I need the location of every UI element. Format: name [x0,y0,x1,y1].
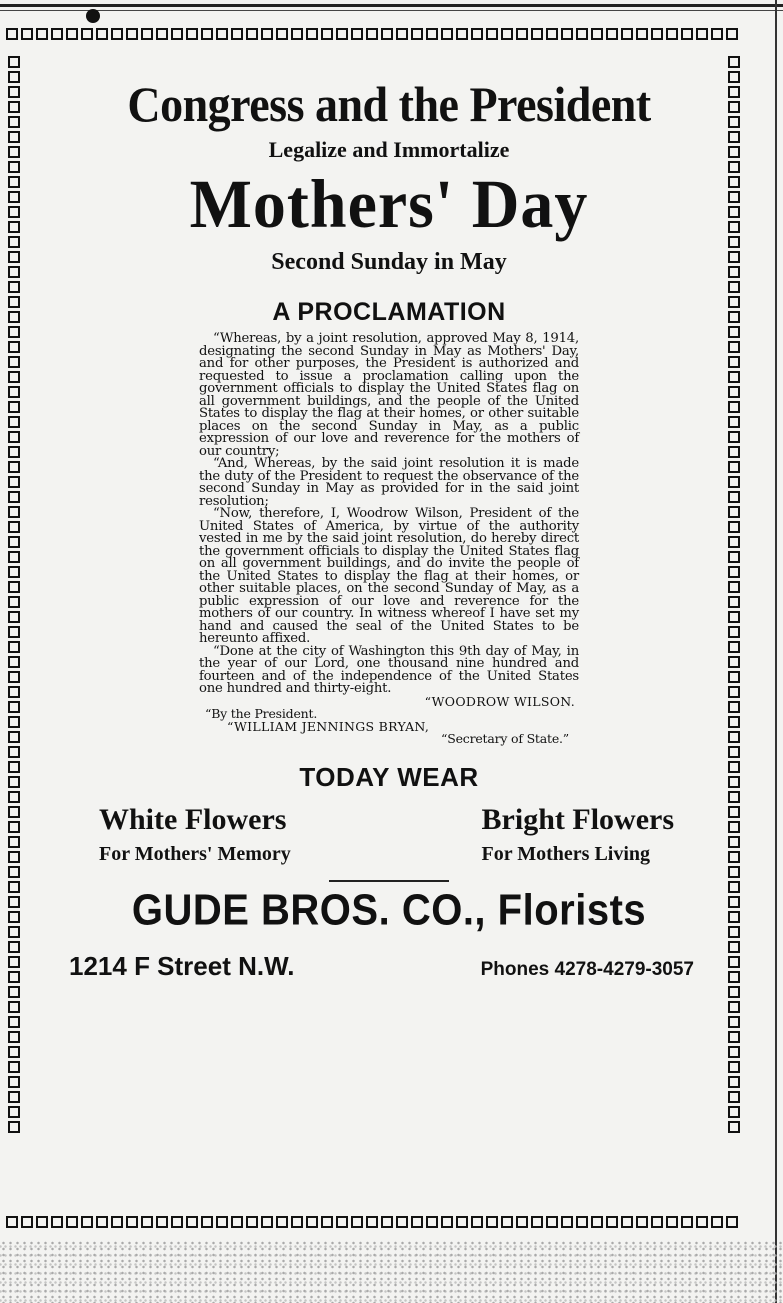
border-square [8,881,20,893]
border-square [366,28,378,40]
subheadline: Legalize and Immortalize [268,137,510,162]
bright-flowers-heading: Bright Flowers [481,802,674,836]
white-flowers-sub: For Mothers' Memory [99,842,291,865]
border-square [141,28,153,40]
border-square [8,776,20,788]
border-square [336,1216,348,1228]
border-square [471,1216,483,1228]
border-square [516,1216,528,1228]
border-square [651,1216,663,1228]
border-square [96,1216,108,1228]
border-square [8,746,20,758]
divider [329,880,449,882]
border-square [336,28,348,40]
border-square [636,1216,648,1228]
border-square [621,1216,633,1228]
border-square [8,896,20,908]
border-square [8,806,20,818]
border-square [126,28,138,40]
border-square [396,1216,408,1228]
border-square [426,28,438,40]
border-square [696,28,708,40]
border-square [81,28,93,40]
border-square [81,1216,93,1228]
border-square [8,956,20,968]
border-square [8,1076,20,1088]
bright-flowers-sub: For Mothers Living [481,842,651,865]
border-square [8,671,20,683]
border-square [441,28,453,40]
border-square [411,28,423,40]
border-square [8,1031,20,1043]
border-square [8,911,20,923]
border-square [8,401,20,413]
border-square [546,28,558,40]
border-square [8,1001,20,1013]
top-rule-thin [0,10,783,11]
border-square [141,1216,153,1228]
secretary-name: “WILLIAM JENNINGS BRYAN, [227,718,430,734]
border-square [8,521,20,533]
border-square [6,1216,18,1228]
proclamation-body [199,333,579,746]
proclamation-paragraph: “And, Whereas, by the said joint resolution it is made the duty of the President to request the observance of the second Sunday in May as provided for in the said joint resolution; [199,456,579,509]
border-square [351,28,363,40]
border-square [276,1216,288,1228]
border-square [321,28,333,40]
border-square [471,28,483,40]
headline: Congress and the President [127,76,651,133]
signature: “WOODROW WILSON. [424,693,575,709]
border-square [171,28,183,40]
border-square [8,116,20,128]
border-square [8,341,20,353]
border-square [711,28,723,40]
border-square [8,791,20,803]
top-rule [0,4,783,7]
white-flowers-heading: White Flowers [99,802,287,836]
border-square [561,28,573,40]
border-square [8,416,20,428]
secretary-title: “Secretary of State.” [441,731,569,746]
border-square [186,1216,198,1228]
border-square [396,28,408,40]
border-square [8,191,20,203]
border-square [486,1216,498,1228]
border-square [411,1216,423,1228]
border-square [8,206,20,218]
border-square [8,461,20,473]
border-square [8,836,20,848]
border-square [51,28,63,40]
border-square [8,761,20,773]
border-square [381,1216,393,1228]
border-square [8,131,20,143]
border-square [246,1216,258,1228]
border-square [8,1091,20,1103]
border-square [216,28,228,40]
border-square [246,28,258,40]
advertisement [44,58,734,1188]
border-square [8,581,20,593]
border-square [576,1216,588,1228]
border-square [8,536,20,548]
border-square [8,971,20,983]
border-square [231,1216,243,1228]
border-square [351,1216,363,1228]
border-square [156,28,168,40]
border-square [8,941,20,953]
border-square [8,476,20,488]
border-square [696,1216,708,1228]
border-left [8,56,24,1133]
border-square [261,28,273,40]
border-square [8,296,20,308]
address: 1214 F Street N.W. [69,950,295,981]
border-square [726,1216,738,1228]
border-square [546,1216,558,1228]
border-square [66,28,78,40]
border-square [711,1216,723,1228]
border-bottom [6,1216,738,1232]
border-square [8,506,20,518]
border-square [456,1216,468,1228]
border-square [8,626,20,638]
border-square [531,1216,543,1228]
border-square [8,656,20,668]
border-square [456,28,468,40]
border-square [8,551,20,563]
date-line: Second Sunday in May [271,249,507,275]
border-square [8,146,20,158]
border-square [666,28,678,40]
border-square [8,731,20,743]
border-square [8,386,20,398]
border-square [441,1216,453,1228]
border-square [666,1216,678,1228]
today-wear: TODAY WEAR [299,761,479,792]
border-square [111,1216,123,1228]
border-square [651,28,663,40]
border-square [201,28,213,40]
border-square [8,851,20,863]
border-square [8,701,20,713]
white-flowers [99,803,291,866]
border-square [36,1216,48,1228]
border-square [531,28,543,40]
border-square [8,611,20,623]
border-square [8,371,20,383]
border-square [8,161,20,173]
border-square [561,1216,573,1228]
border-square [681,28,693,40]
border-square [8,446,20,458]
border-square [8,1106,20,1118]
border-square [381,28,393,40]
ink-dot [86,9,100,23]
border-square [8,266,20,278]
border-square [306,28,318,40]
border-square [186,28,198,40]
border-square [171,1216,183,1228]
border-square [111,28,123,40]
right-rule [775,0,777,1303]
border-square [156,1216,168,1228]
border-square [8,101,20,113]
proclamation-paragraph: “Now, therefore, I, Woodrow Wilson, President of the United States of America, by virtue of the authority vested in me by the said joint resolution, do hereby direct the government officials to display the United States flag on all government buildings, and do invite the people of the United States to display the flag at their homes, or other suitable places, on the second Sunday of May, as a public expression of our love and reverence for the mothers of our country. In witness whereof I have set my hand and caused the seal of the United States to be hereunto affixed. [199,506,579,646]
border-square [8,311,20,323]
border-square [8,1121,20,1133]
border-square [426,1216,438,1228]
border-square [201,1216,213,1228]
border-square [8,1016,20,1028]
border-square [8,986,20,998]
border-square [8,56,20,68]
border-square [8,866,20,878]
border-square [8,221,20,233]
border-square [8,1046,20,1058]
contact-line [69,951,694,982]
border-square [8,71,20,83]
border-square [8,326,20,338]
company-name: GUDE BROS. CO., Florists [131,885,647,934]
border-square [501,1216,513,1228]
border-square [591,28,603,40]
border-square [8,281,20,293]
border-square [576,28,588,40]
border-square [8,1061,20,1073]
border-square [606,28,618,40]
proclamation-heading: A PROCLAMATION [272,298,506,326]
border-square [66,1216,78,1228]
flowers-section [99,803,674,866]
border-square [8,641,20,653]
border-square [8,251,20,263]
border-square [8,236,20,248]
border-square [366,1216,378,1228]
border-square [8,566,20,578]
title: Mothers' Day [189,166,589,243]
border-square [8,356,20,368]
border-square [8,686,20,698]
border-square [21,28,33,40]
border-square [8,716,20,728]
border-square [216,1216,228,1228]
bright-flowers [482,803,674,866]
border-square [8,86,20,98]
border-square [8,491,20,503]
proclamation-paragraph: “Whereas, by a joint resolution, approved May 8, 1914, designating the second Sunday in May as Mothers' Day, and for other purposes, the President is authorized and requested to issue a proclamation calling upon the government officials to display the United States flag on all government buildings, and the people of the United States to display the flag at their homes, or other suitable places on the second Sunday in May, as a public expression of our love and reverence for the mothers of our country; [199,331,579,459]
border-square [591,1216,603,1228]
border-square [8,926,20,938]
border-square [681,1216,693,1228]
border-square [8,431,20,443]
print-noise [0,1240,783,1303]
border-square [321,1216,333,1228]
border-square [21,1216,33,1228]
border-square [231,28,243,40]
border-square [516,28,528,40]
border-top [6,28,738,44]
border-square [8,596,20,608]
border-square [126,1216,138,1228]
border-square [306,1216,318,1228]
border-square [6,28,18,40]
border-square [96,28,108,40]
border-square [621,28,633,40]
border-square [276,28,288,40]
border-square [261,1216,273,1228]
border-square [291,28,303,40]
phones: Phones 4278-4279-3057 [480,958,694,980]
border-square [36,28,48,40]
border-square [8,821,20,833]
border-square [636,28,648,40]
border-square [606,1216,618,1228]
border-square [486,28,498,40]
border-square [501,28,513,40]
border-square [51,1216,63,1228]
by-line: “By the President. [205,706,318,721]
proclamation-paragraph: “Done at the city of Washington this 9th day of May, in the year of our Lord, one thousand nine hundred and fourteen and of the independence of the United States one hundred and thirty-eight. [199,643,579,696]
border-square [291,1216,303,1228]
border-square [726,28,738,40]
border-square [8,176,20,188]
